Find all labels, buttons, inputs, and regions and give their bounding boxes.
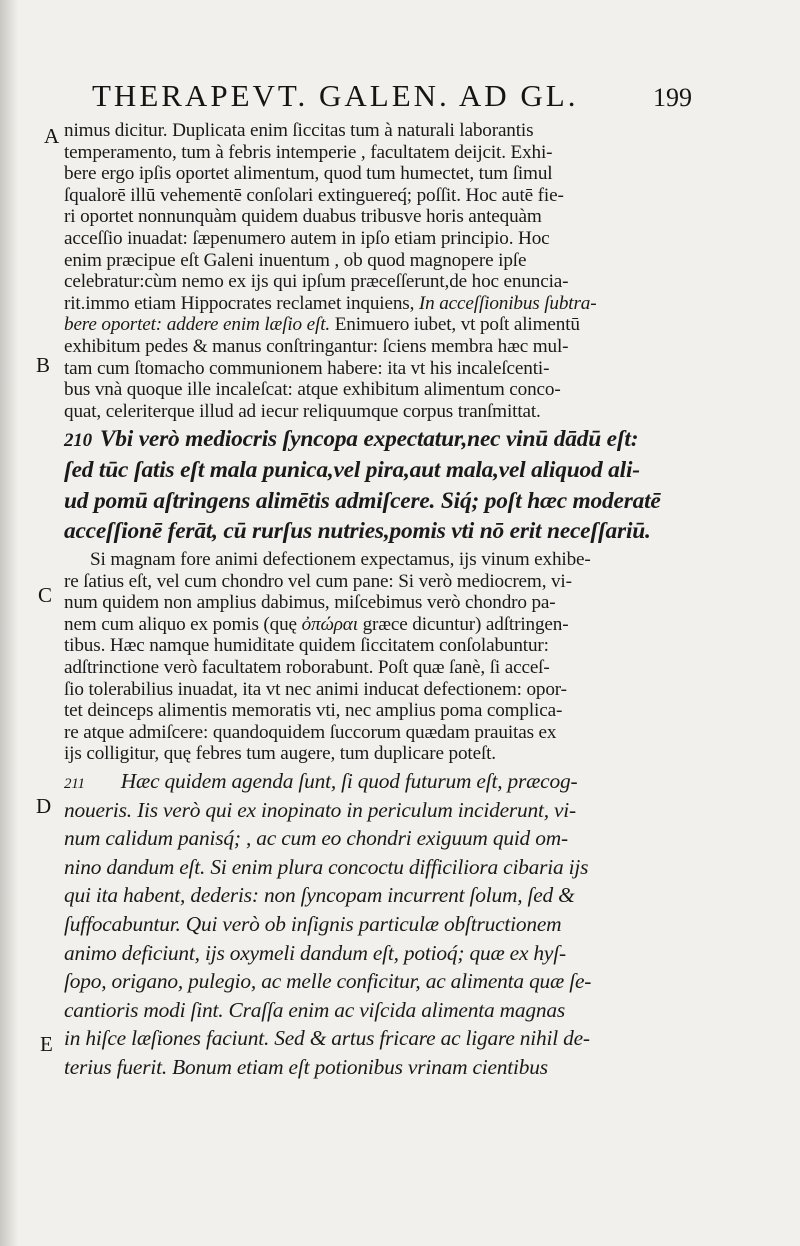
commentary-line: cantioris modi ſint. Craſſa enim ac viſcida alimenta magnas xyxy=(64,997,565,1022)
text-segment: Vbi verò mediocris ſyncopa expectatur,nec vinū dādū eſt: xyxy=(99,426,639,453)
page-body xyxy=(64,120,684,1082)
text-line: tibus. Hæc namque humiditate quidem ſiccitatem conſolabuntur: xyxy=(64,635,549,657)
margin-marker-b: B xyxy=(36,353,51,377)
commentary-line: noueris. Iis verò qui ex inopinato in periculum inciderunt, vi- xyxy=(64,797,576,822)
margin-marker-e: E xyxy=(40,1032,53,1056)
hippocrates-quote: In acceſſionibus ſubtra- xyxy=(418,292,597,314)
text-line: enim præcipue eſt Galeni inuentum , ob quod magnopere ipſe xyxy=(64,249,527,271)
text-line: celebratur:cùm nemo ex ijs qui ipſum præceſſerunt,de hoc enuncia- xyxy=(64,271,569,293)
commentary-line: qui ita habent, dederis: non ſyncopam incurrent ſolum, ſed & xyxy=(64,883,575,908)
margin-marker-a: A xyxy=(44,124,60,148)
text-line: nimus dicitur. Duplicata enim ſiccitas tum à naturali laborantis xyxy=(64,120,534,141)
text-line: ſqualorē illū vehementē conſolari extinguereq́; poſſit. Hoc autē fie- xyxy=(64,184,564,206)
margin-marker-d: D xyxy=(36,794,52,818)
text-segment: græce dicuntur) adſtringen- xyxy=(362,613,569,635)
commentary-line xyxy=(64,424,684,455)
text-line: temperamento, tum à febris intemperie , facultatem deijcit. Exhi- xyxy=(64,141,553,163)
commentary-line: in hiſce læſiones faciunt. Sed & artus fricare ac ligare nihil de- xyxy=(64,1026,590,1051)
text-line: acceſſio inuadat: ſæpenumero autem in ipſo etiam principio. Hoc xyxy=(64,227,550,249)
text-line: re ſatius eſt, vel cum chondro vel cum pane: Si verò mediocrem, vi- xyxy=(64,570,572,592)
text-segment: Enimuero iubet, vt poſt alimentū xyxy=(334,314,580,336)
commentary-line: nino dandum eſt. Si enim plura concoctu difficiliora cibaria ijs xyxy=(64,854,589,879)
commentary-line: ſuffocabuntur. Qui verò ob inſignis particulæ obſtructionem xyxy=(64,911,562,936)
text-line: tam cum ſtomacho communionem habere: ita vt his incaleſcenti- xyxy=(64,357,550,379)
text-segment: nem cum aliquo ex pomis (quę xyxy=(64,613,297,635)
margin-marker-c: C xyxy=(38,583,53,607)
quote-continuation: bere oportet: xyxy=(64,314,163,336)
text-segment: Hæc quidem agenda ſunt, ſi quod futurum eſt, præcog- xyxy=(120,769,578,793)
commentary-line: terius fuerit. Bonum etiam eſt potionibus vrinam cientibus xyxy=(64,1054,548,1079)
section-number: 210 xyxy=(64,430,92,452)
greek-word: ὀπώραι xyxy=(301,613,358,635)
text-line xyxy=(64,314,684,336)
text-line: bere ergo ipſis oportet alimentum, quod tum humectet, tum ſimul xyxy=(64,163,553,185)
quote-end: addere enim læſio eſt. xyxy=(166,314,331,336)
commentary-line: ſed tūc ſatis eſt mala punica,vel pira,aut mala,vel aliquod ali- xyxy=(64,457,640,483)
commentary-line: ſopo, origano, pulegio, ac melle conficitur, ac alimenta quæ ſe- xyxy=(64,969,592,994)
commentary-line: acceſſionē ferāt, cū rurſus nutries,pomis vti nō erit neceſſariū. xyxy=(64,518,651,545)
text-line: ſio tolerabilius inuadat, ita vt nec animi inducat defectionem: opor- xyxy=(64,678,567,700)
section-number: 211 xyxy=(64,776,85,792)
text-line: ri oportet nonnunquàm quidem duabus tribusve horis antequàm xyxy=(64,206,542,228)
commentary-line: ud pomū aſtringens alimētis admiſcere. Siq́; poſt hæc moderatē xyxy=(64,487,661,514)
text-line: Si magnam fore animi defectionem expectamus, ijs vinum exhibe- xyxy=(90,549,591,571)
text-line: bus vnà quoque ille incaleſcat: atque exhibitum alimentum conco- xyxy=(64,379,561,401)
text-line: exhibitum pedes & manus conſtringantur: ſciens membra hæc mul- xyxy=(64,335,569,357)
page-number: 199 xyxy=(653,83,692,112)
text-line: re atque admiſcere: quandoquidem ſuccorum quædam prauitas ex xyxy=(64,721,557,743)
text-segment: rit.immo etiam Hippocrates reclamet inquiens, xyxy=(64,292,415,314)
text-line: num quidem non amplius dabimus, miſcebimus verò chondro pa- xyxy=(64,592,556,614)
commentary-line xyxy=(64,767,684,796)
text-line: tet deinceps alimentis memoratis vti, nec amplius poma complica- xyxy=(64,700,563,722)
text-line: quat, celeriterque illud ad iecur reliquumque corpus tranſmittat. xyxy=(64,400,541,422)
text-line: ijs colligitur, quę febres tum augere, tum duplicare poteſt. xyxy=(64,743,496,765)
text-line xyxy=(64,614,684,636)
text-line xyxy=(64,293,684,315)
page-header xyxy=(92,78,692,122)
commentary-line: num calidum panisq́; , ac cum eo chondri exiguum quid om- xyxy=(64,826,568,851)
commentary-line: animo deficiunt, ijs oxymeli dandum eſt, potioq́; quæ ex hyſ- xyxy=(64,940,566,965)
text-line: adſtrinctione verò facultatem roborabunt. Poſt quæ ſanè, ſi acceſ- xyxy=(64,657,550,679)
running-head: THERAPEVT. GALEN. AD GL. xyxy=(92,78,579,113)
